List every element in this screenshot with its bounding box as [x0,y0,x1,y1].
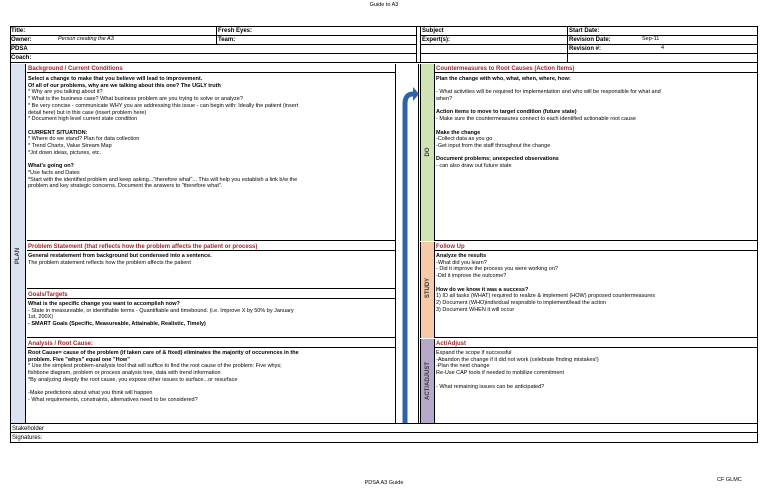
do-line: Plan the change with who, what, when, where, how: [436,76,571,82]
analysis-line: -Make predictions about what you think will happen [28,390,153,397]
study-line: 2) Document (WHO)individual respnsible to implement/lead the action [436,299,606,306]
revision-number-value: 4 [661,45,665,51]
study-line [436,280,655,287]
study-section [435,242,757,338]
act-line: -Plan the next change [436,363,490,370]
subject-label: Subject [422,28,444,34]
study-line: 1) ID all tasks (WHAT) required to realize & implement (HOW) proposed countermeasures [436,293,656,300]
background-line: What's going on? [28,163,74,170]
problem-line: General restatement from background but condensed into a sentence. [28,253,212,259]
owner-label: Owner: [11,37,32,43]
act-text [436,350,599,390]
stakeholder-label: Stakeholder [12,426,45,432]
goals-title: Goals/Targets [27,290,396,299]
background-line: Of all of our problems, why are we talking about this one? The UGLY truth [28,82,221,89]
study-line: Analyze the results [436,253,487,259]
goals-line: What is the specific change you want to accomplish now? [28,301,180,307]
analysis-line: - What requirements, constraints, alternatives need to be considered? [28,396,198,403]
act-line: Re-Use CAP tools if needed to mobilize commitment [436,370,564,377]
stakeholder-row [10,423,758,433]
problem-line: The problem statement reflects how the problem affects the patient [28,259,191,266]
goals-line: 1st, 200X) [28,314,54,321]
fresh-eyes-label: Fresh Eyes: [218,28,253,34]
analysis-line [28,384,299,391]
study-line: 3) Document WHEN it will occur [436,306,515,313]
do-line: -Collect data as you go [436,136,493,143]
do-line [436,150,661,157]
coach-label: Coach: [11,55,32,61]
do-text [436,76,661,170]
act-title: Act/Adjust [435,339,757,348]
do-line: - Make sure the countermeasures connect to each identified actionable root cause [436,116,636,123]
background-line [28,123,298,130]
analysis-line: *By analyzing deeply the root cause, you expose other issues to surface...or resurface [28,376,238,383]
signatures-label: Signatures: [12,435,43,441]
do-line: Document problems; unexpected observations [436,156,559,163]
cycle-arrow-icon [397,64,419,423]
start-date-label: Start Date: [569,28,600,34]
background-section [27,64,396,241]
study-text [436,253,655,313]
background-text [28,76,298,190]
study-label: STUDY [425,277,431,299]
do-line: Make the change [436,129,481,136]
background-line: * Trend Charts, Value Stream Map [28,143,112,150]
experts-label: Expert(s): [422,37,451,43]
analysis-section [27,339,396,423]
page-footer-label: PDSA A3 Guide [364,480,404,486]
team-label: Team: [218,37,236,43]
do-line: when? [436,96,453,103]
pdsa-label: PDSA [11,46,28,52]
revision-date-value: Sep-11 [642,36,660,42]
study-line: How do we know it was a success? [436,286,529,293]
goals-text [28,301,294,328]
title-label: Title: [11,28,26,34]
analysis-line: fishbone diagram, problem or process analysis tree, data with trend information [28,370,221,377]
do-line [436,103,661,110]
page-title: Guide to A3 [369,2,399,8]
study-line: - Did it improve the process you were working on? [436,266,558,273]
background-line: *Use facts and Dates [28,169,80,176]
do-title: Countermeasures to Root Causes (Action Items) [435,64,757,73]
analysis-line: * Use the simplest problem-analysis tool that will suffice to find the root cause of the problem: Five whys; [28,363,282,370]
do-label: DO [425,147,431,157]
background-line: * Document high level current state condition [28,116,138,123]
goals-section [27,290,396,338]
background-line: problem and key strategic concerns. Document the answers to "therefore what". [28,183,223,190]
org-label: CF GLMC [717,477,742,483]
act-label: ACT/ADJUST [425,362,431,401]
act-section [435,339,757,423]
do-line: -Get input from the staff throughout the change [436,142,551,149]
act-line [436,377,599,384]
act-line: - What remaining issues can be anticipated? [436,383,545,390]
background-line: CURRENT SITUATION: [28,129,88,136]
analysis-line: Root Cause= cause of the problem (if taken care of & fixed) eliminates the majority of occurences in the [28,350,299,356]
background-line: * Where do we stand? Plan for data collection [28,136,140,143]
problem-section [27,242,396,289]
plan-label: PLAN [15,247,21,265]
study-line: -What did you learn? [436,259,487,266]
do-line [436,123,661,130]
study-title: Follow Up [435,242,757,251]
background-line: detail here) but in this case (insert problem here) [28,109,147,116]
background-line: * Why are you talking about it? [28,89,103,96]
signatures-row [10,433,758,443]
background-line: * Be very concise - communicate WHY you are addressing this issue - can begin with: Ideally the patient (insert [28,102,299,109]
goals-line: - State in measureable, or identifiable terms - Quantifiable and timebound. (i.e. Improve X by 50% by January [28,307,294,314]
analysis-title: Analysis / Root Cause: [27,339,396,348]
background-line: *Start with the identified problem and keep asking..."therefore what"... This will help you establish a link b/w the [28,176,298,183]
do-line: - What activities will be required for implementation and who will be responsible for what and [436,89,661,96]
do-section [435,64,757,241]
goals-line: - SMART Goals (Specific, Measureable, Attainable, Realistic, Timely) [28,321,206,328]
problem-title: Problem Statement (that reflects how the problem affects the patient or process) [27,242,396,251]
study-line: -Did it improve the outcome? [436,273,507,280]
revision-date-label: Revision Date: [569,37,611,43]
act-line: -Abandon the change if it did not work (celebrate finding mistakes!) [436,356,599,363]
background-line [28,156,298,163]
background-line: Select a change to make that you believe will lead to improvement. [28,76,203,82]
act-line: Expand the scope if successful [436,350,512,356]
background-line: * What is the business case? What business problem are you trying to solve or analyze? [28,96,243,103]
analysis-line: problem. Five "whys" equal one "How" [28,356,130,363]
owner-value: Person creating the A3 [58,36,114,42]
problem-text [28,253,212,266]
background-title: Background / Current Conditions [27,64,396,73]
do-line: Action items to move to target condition (future state) [436,109,577,116]
do-line [436,83,661,90]
revision-number-label: Revision #: [569,46,602,52]
analysis-text [28,350,299,404]
background-line: *Jot down ideas, pictures, etc. [28,149,102,156]
do-line: - can also draw out future state [436,163,512,170]
